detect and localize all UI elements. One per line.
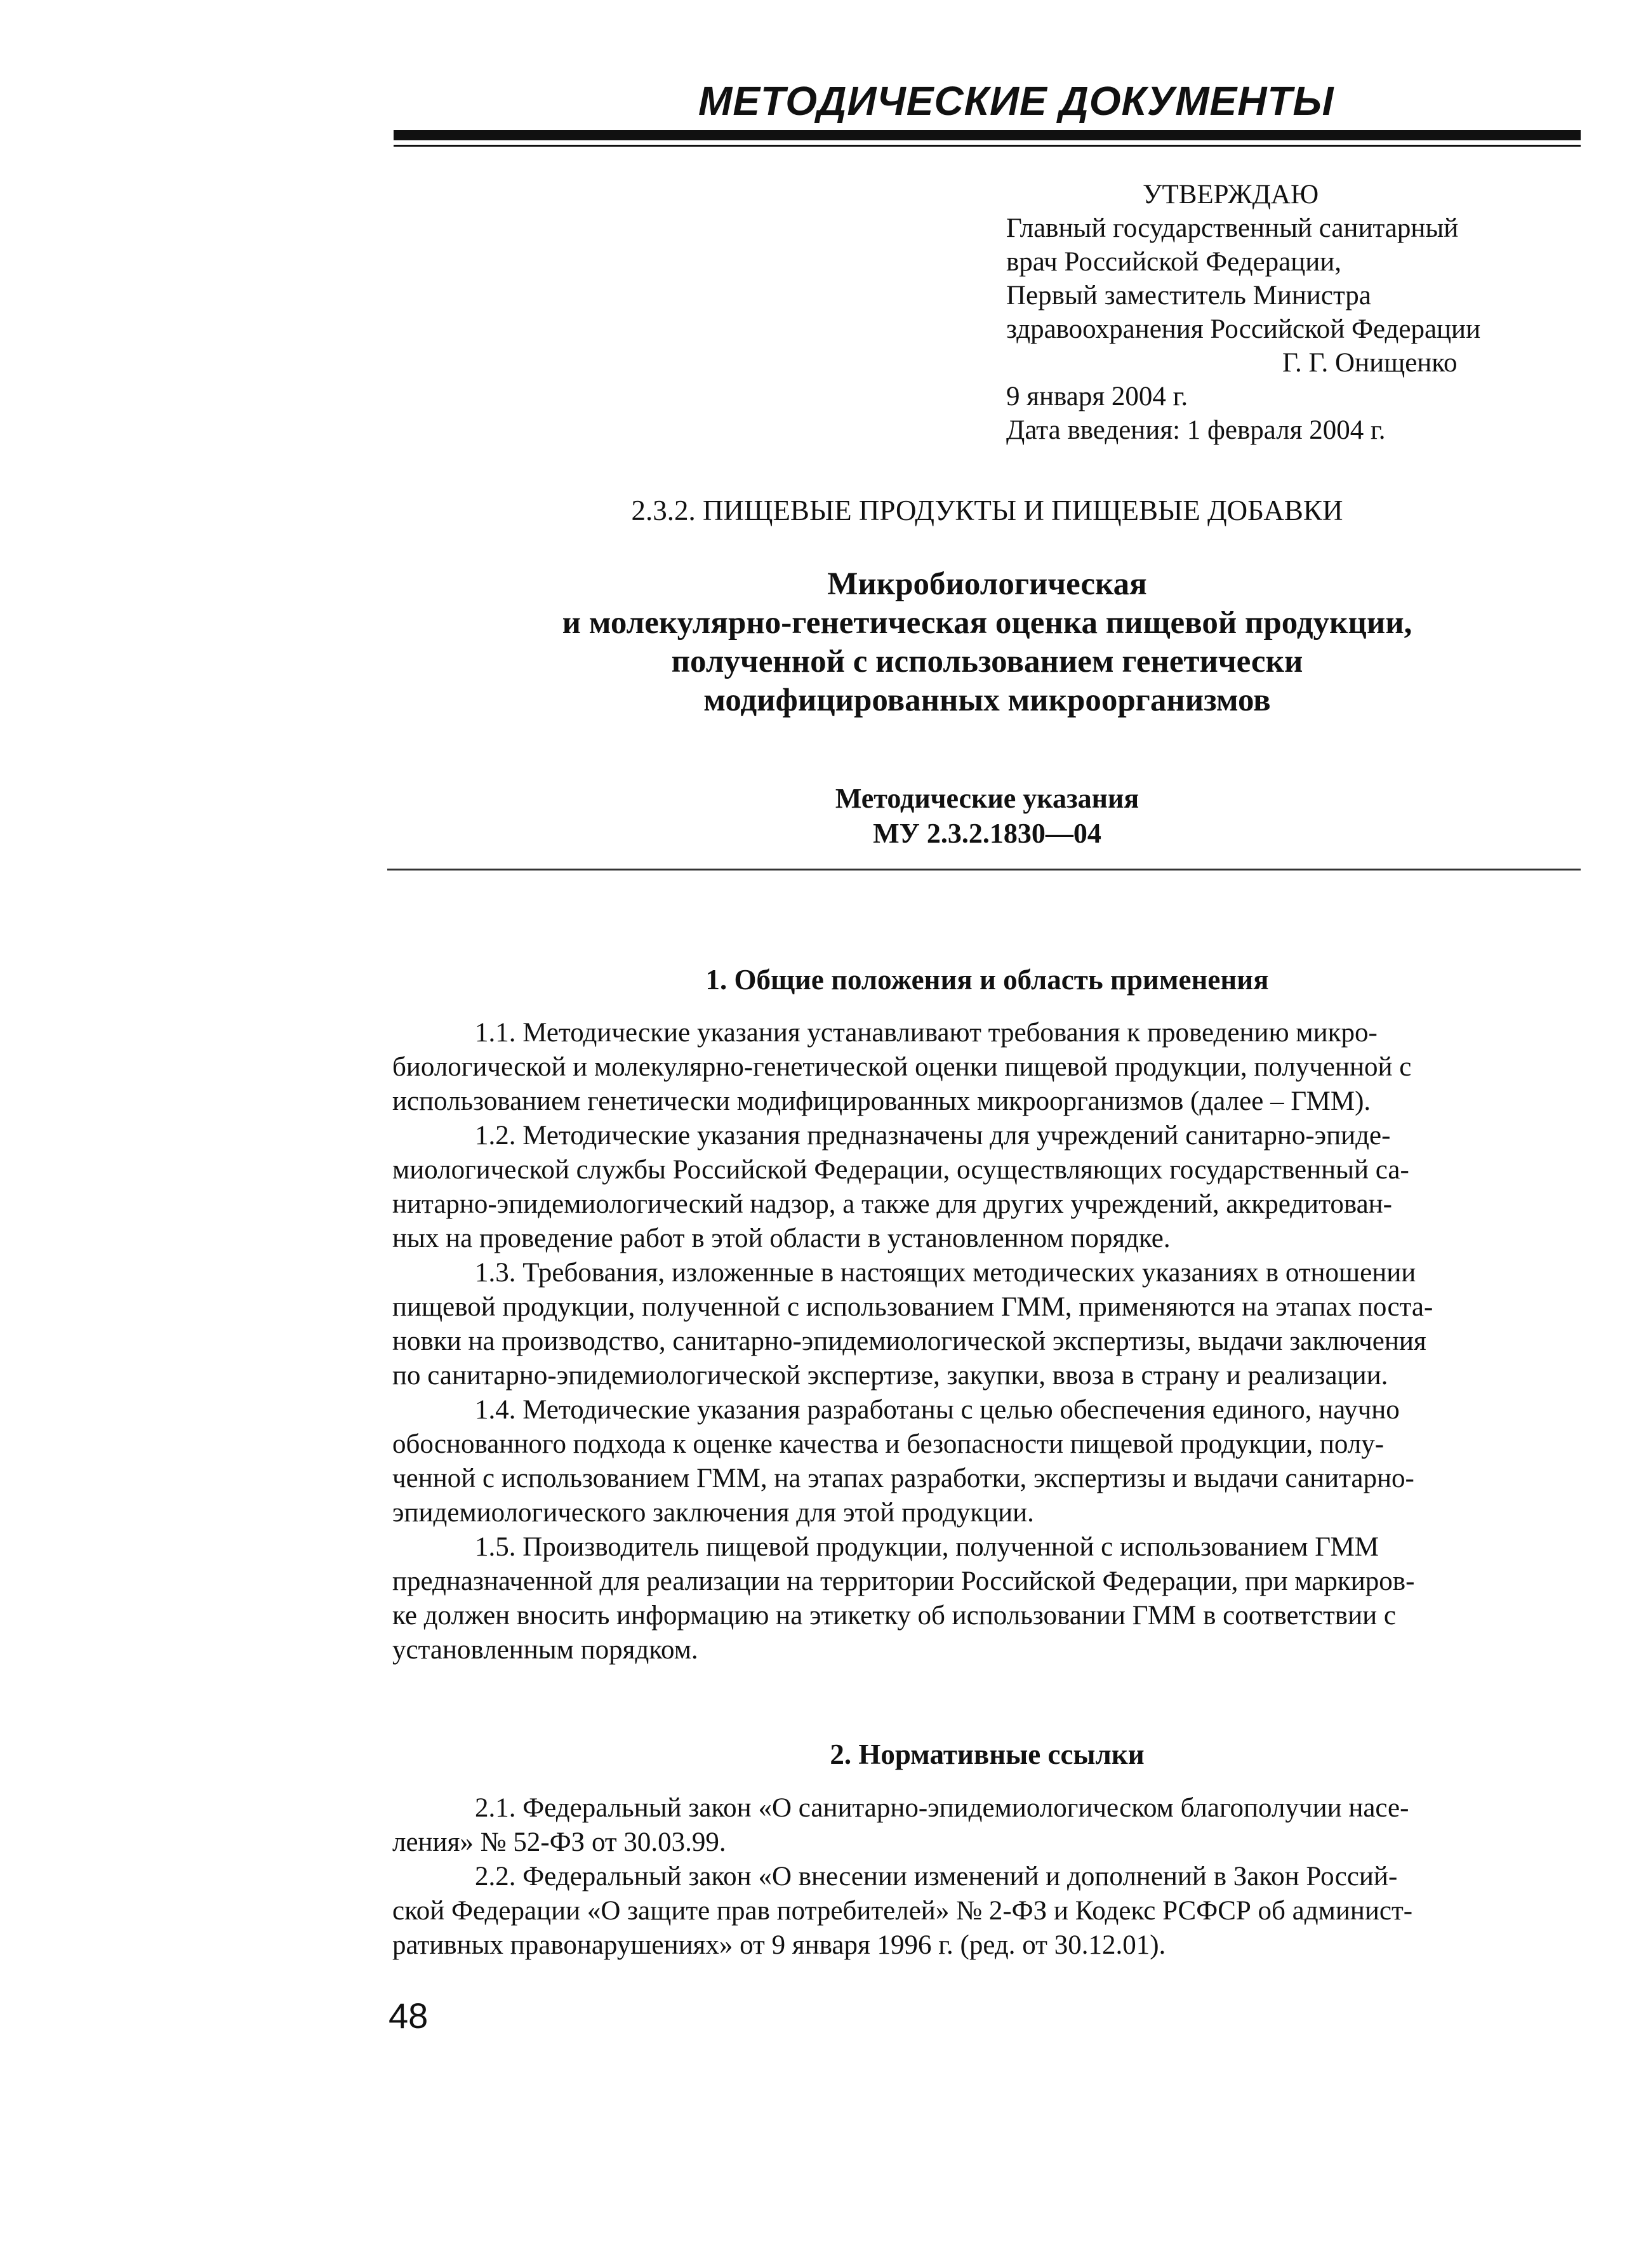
paragraph-line: ративных правонарушениях» от 9 января 1996 г. (ред. от 30.12.01). — [392, 1930, 1166, 1960]
paragraph-line: биологической и молекулярно-генетической оценки пищевой продукции, полученной с — [392, 1052, 1412, 1082]
title-divider — [387, 869, 1581, 871]
title-line: и молекулярно-генетическая оценка пищевой продукции, — [562, 605, 1412, 641]
section-2-body — [392, 1791, 1586, 1963]
paragraph-line: 2.2. Федеральный закон «О внесении изменений и дополнений в Закон Россий- — [475, 1862, 1398, 1891]
approval-position-line: врач Российской Федерации, — [1006, 247, 1342, 277]
title-line: Микробиологическая — [827, 566, 1147, 602]
approval-position-line: Главный государственный санитарный — [1006, 213, 1459, 243]
section-1-body — [392, 1016, 1586, 1667]
paragraph-line: 1.4. Методические указания разработаны с целью обеспечения единого, научно — [475, 1395, 1400, 1425]
paragraph-line: эпидемиологического заключения для этой продукции. — [392, 1498, 1034, 1528]
paragraph-line: по санитарно-эпидемиологической экспертизе, закупки, ввоза в страну и реализации. — [392, 1361, 1388, 1391]
paragraph-line: 1.3. Требования, изложенные в настоящих методических указаниях в отношении — [475, 1258, 1416, 1288]
approval-position-line: Первый заместитель Министра — [1006, 281, 1371, 310]
title-line: модифицированных микроорганизмов — [703, 683, 1271, 718]
header-rule-thin — [394, 145, 1581, 147]
paragraph-line: ления» № 52-ФЗ от 30.03.99. — [392, 1827, 726, 1857]
page-number: 48 — [389, 1996, 428, 2036]
header-rule-thick — [394, 130, 1581, 140]
section-2-heading: 2. Нормативные ссылки — [830, 1738, 1145, 1770]
document-type — [394, 781, 1581, 851]
paragraph-line: использованием генетически модифицированных микроорганизмов (далее – ГММ). — [392, 1086, 1371, 1116]
approval-date: 9 января 2004 г. — [1006, 382, 1188, 411]
paragraph-line: 2.1. Федеральный закон «О санитарно-эпидемиологическом благополучии насе- — [475, 1793, 1409, 1823]
approval-block — [1006, 178, 1578, 447]
document-code: МУ 2.3.2.1830—04 — [873, 818, 1101, 849]
paragraph-line: 1.2. Методические указания предназначены для учреждений санитарно-эпиде- — [475, 1121, 1391, 1151]
section-1-heading: 1. Общие положения и область применения — [705, 964, 1269, 996]
paragraph-line: новки на производство, санитарно-эпидемиологической экспертизы, выдачи заключения — [392, 1326, 1426, 1356]
running-header-title: МЕТОДИЧЕСКИЕ ДОКУМЕНТЫ — [698, 78, 1334, 124]
introduction-date: Дата введения: 1 февраля 2004 г. — [1006, 415, 1386, 445]
paragraph-line: ченной с использованием ГММ, на этапах разработки, экспертизы и выдачи санитарно- — [392, 1464, 1414, 1493]
paragraph-line: установленным порядком. — [392, 1635, 698, 1665]
title-line: полученной с использованием генетически — [671, 644, 1303, 679]
paragraph-line: миологической службы Российской Федерации, осуществляющих государственный са- — [392, 1155, 1409, 1185]
paragraph-line: пищевой продукции, полученной с использованием ГММ, применяются на этапах поста- — [392, 1292, 1433, 1322]
document-title — [394, 565, 1581, 720]
approver-name: Г. Г. Онищенко — [1282, 348, 1458, 378]
paragraph-line: 1.1. Методические указания устанавливают требования к проведению микро- — [475, 1018, 1378, 1048]
approval-position-line: здравоохранения Российской Федерации — [1006, 314, 1481, 344]
approval-heading: УТВЕРЖДАЮ — [1143, 180, 1319, 210]
paragraph-line: нитарно-эпидемиологический надзор, а также для других учреждений, аккредитован- — [392, 1189, 1392, 1219]
paragraph-line: ных на проведение работ в этой области в установленном порядке. — [392, 1224, 1171, 1253]
section-code: 2.3.2. ПИЩЕВЫЕ ПРОДУКТЫ И ПИЩЕВЫЕ ДОБАВКИ — [631, 495, 1343, 526]
paragraph-line: предназначенной для реализации на территории Российской Федерации, при маркиров- — [392, 1566, 1415, 1596]
paragraph-line: 1.5. Производитель пищевой продукции, полученной с использованием ГММ — [475, 1532, 1379, 1562]
paragraph-line: обоснованного подхода к оценке качества и безопасности пищевой продукции, полу- — [392, 1429, 1385, 1459]
document-type-label: Методические указания — [835, 783, 1139, 814]
paragraph-line: ке должен вносить информацию на этикетку об использовании ГММ в соответствии с — [392, 1601, 1396, 1631]
paragraph-line: ской Федерации «О защите прав потребителей» № 2-ФЗ и Кодекс РСФСР об админист- — [392, 1896, 1413, 1926]
